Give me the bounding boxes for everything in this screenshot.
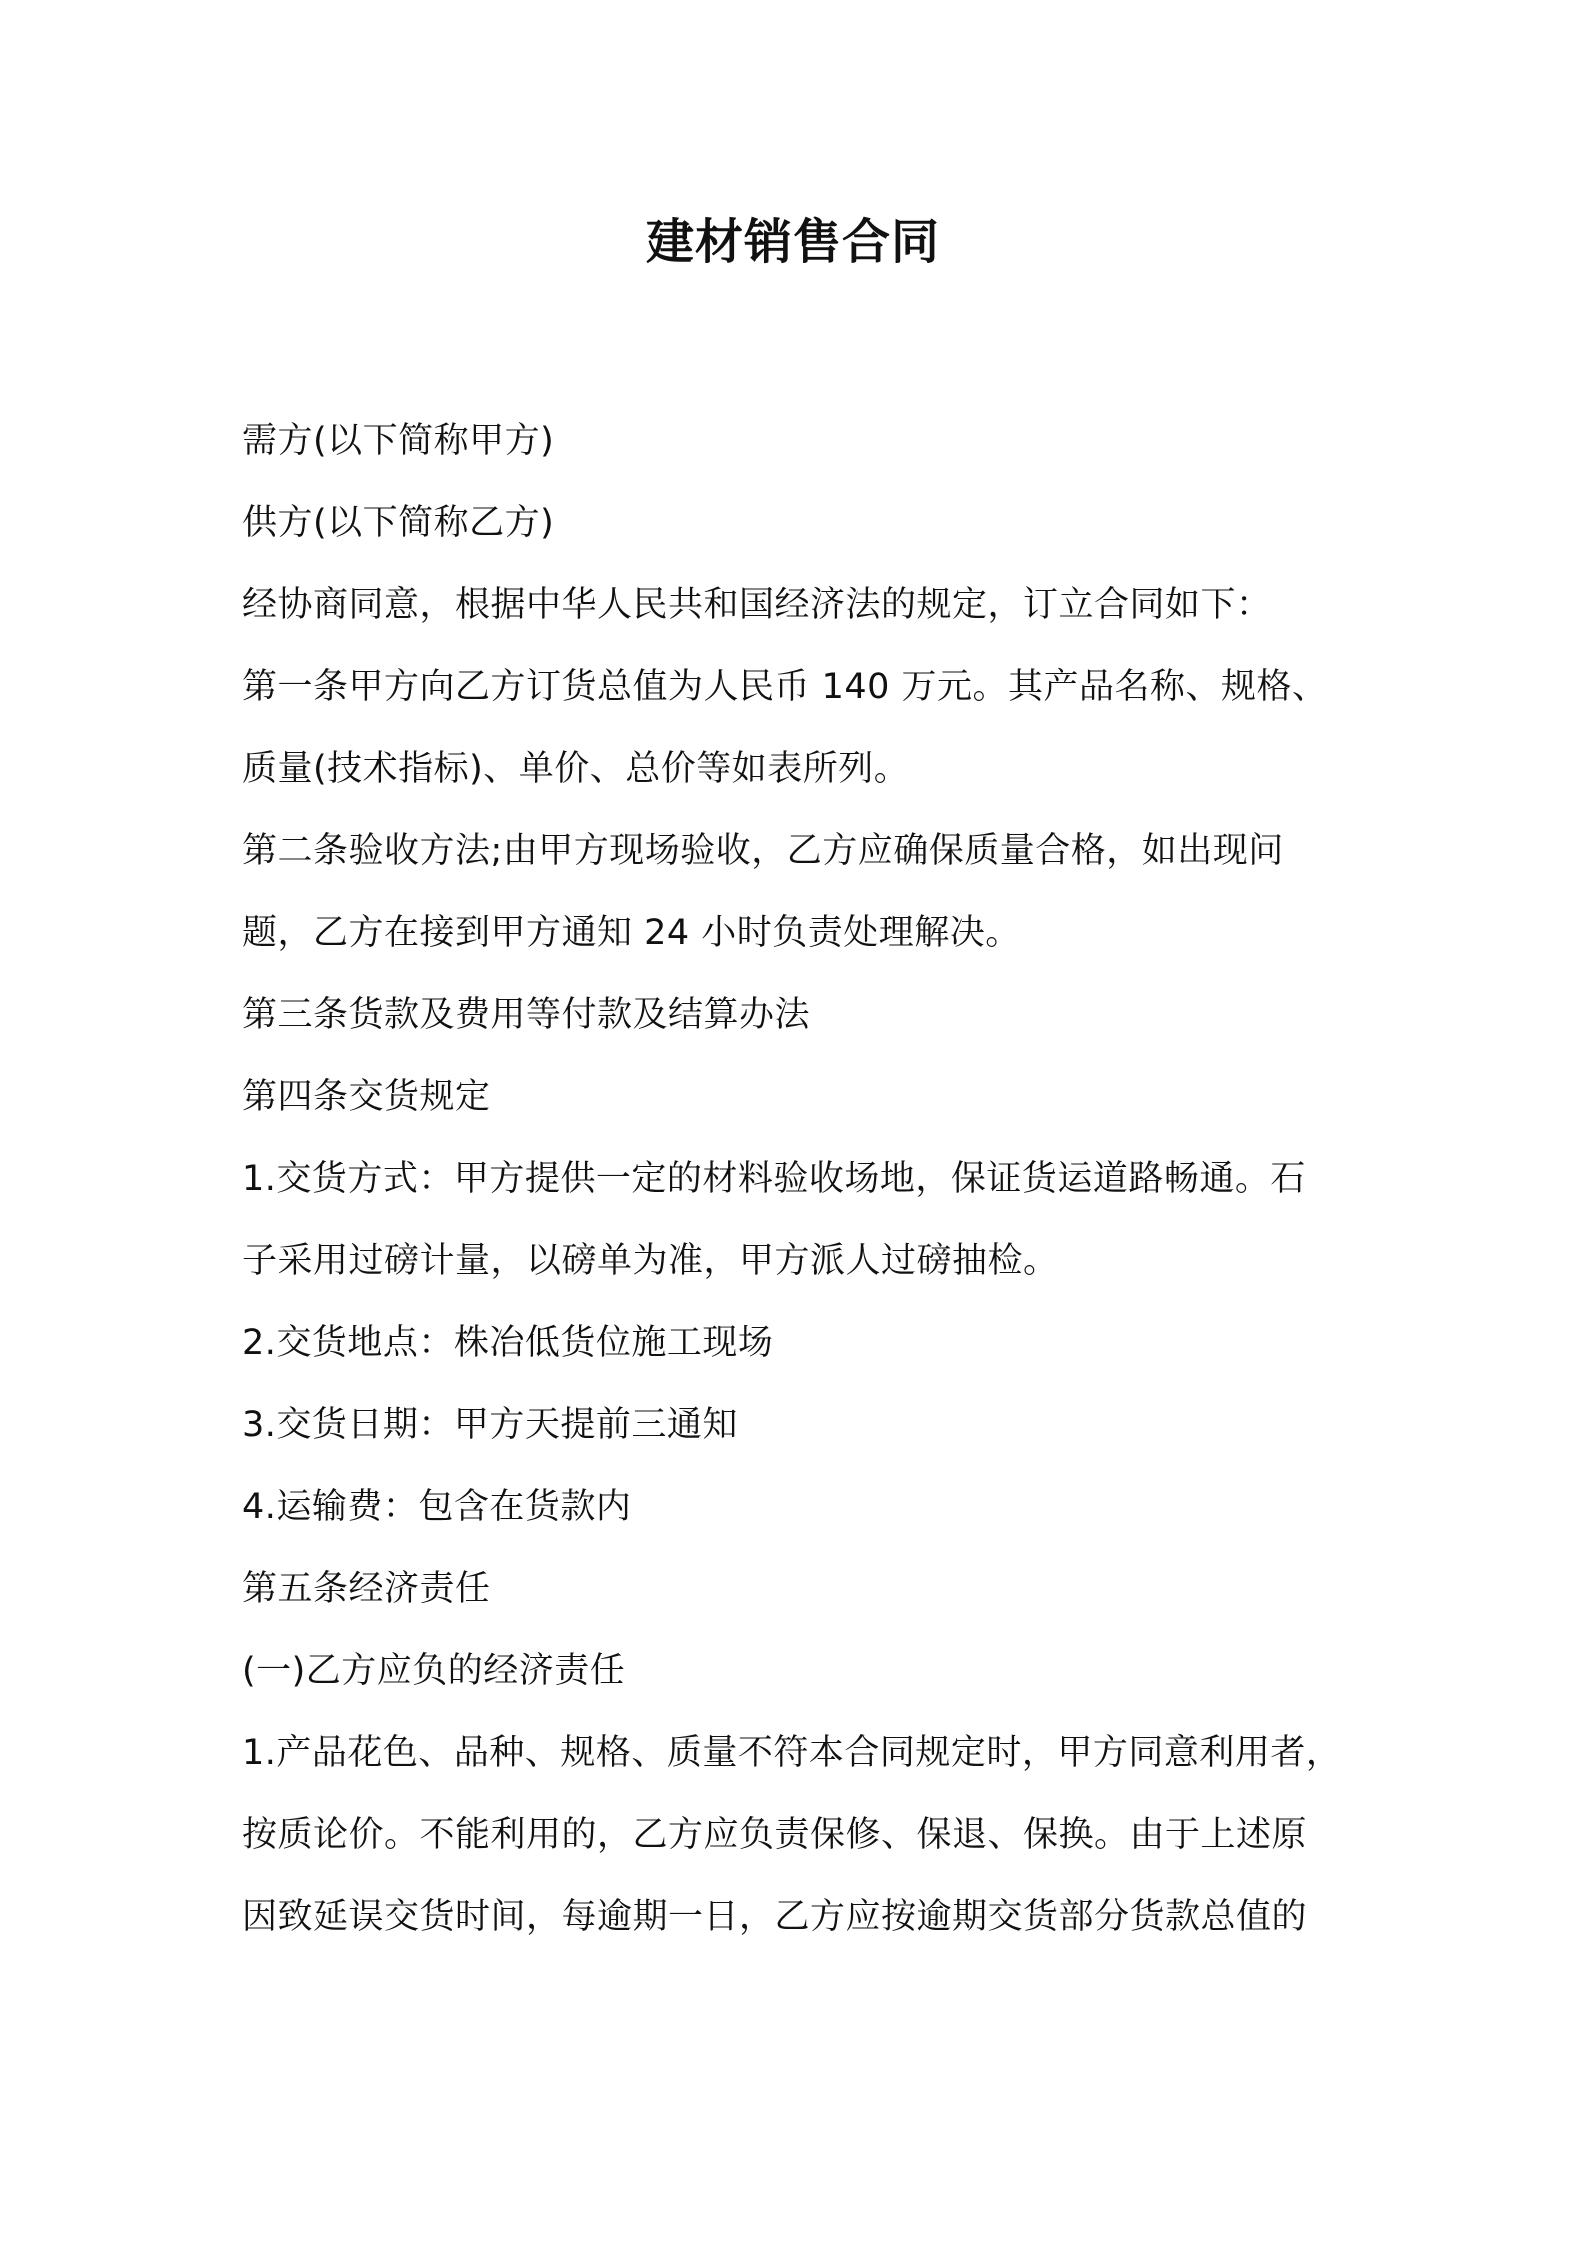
text-line: 供方(以下简称乙方) bbox=[242, 503, 555, 543]
text-line: 2.交货地点：株冶低货位施工现场 bbox=[242, 1323, 774, 1363]
document-body bbox=[242, 400, 1362, 1958]
text-line: 1.产品花色、品种、规格、质量不符本合同规定时，甲方同意利用者， bbox=[242, 1733, 1342, 1773]
text-line: (一)乙方应负的经济责任 bbox=[242, 1651, 626, 1691]
text-line: 第三条货款及费用等付款及结算办法 bbox=[242, 995, 811, 1035]
text-line: 按质论价。不能利用的，乙方应负责保修、保退、保换。由于上述原 bbox=[242, 1815, 1308, 1855]
document-title: 建材销售合同 bbox=[645, 214, 940, 270]
text-line: 因致延误交货时间，每逾期一日，乙方应按逾期交货部分货款总值的 bbox=[242, 1897, 1308, 1937]
text-line: 1.交货方式：甲方提供一定的材料验收场地，保证货运道路畅通。石 bbox=[242, 1159, 1306, 1199]
text-line: 第二条验收方法;由甲方现场验收，乙方应确保质量合格，如出现问 bbox=[242, 831, 1284, 871]
text-line: 3.交货日期：甲方天提前三通知 bbox=[242, 1405, 738, 1445]
text-line: 经协商同意，根据中华人民共和国经济法的规定，订立合同如下： bbox=[242, 585, 1272, 625]
text-line: 第四条交货规定 bbox=[242, 1077, 491, 1117]
text-line: 第一条甲方向乙方订货总值为人民币 140 万元。其产品名称、规格、 bbox=[242, 667, 1328, 707]
text-line: 4.运输费：包含在货款内 bbox=[242, 1487, 632, 1527]
text-line: 质量(技术指标)、单价、总价等如表所列。 bbox=[242, 749, 910, 789]
text-line: 第五条经济责任 bbox=[242, 1569, 491, 1609]
text-line: 子采用过磅计量，以磅单为准，甲方派人过磅抽检。 bbox=[242, 1241, 1059, 1281]
text-line: 需方(以下简称甲方) bbox=[242, 421, 555, 461]
text-line: 题，乙方在接到甲方通知 24 小时负责处理解决。 bbox=[242, 913, 1021, 953]
